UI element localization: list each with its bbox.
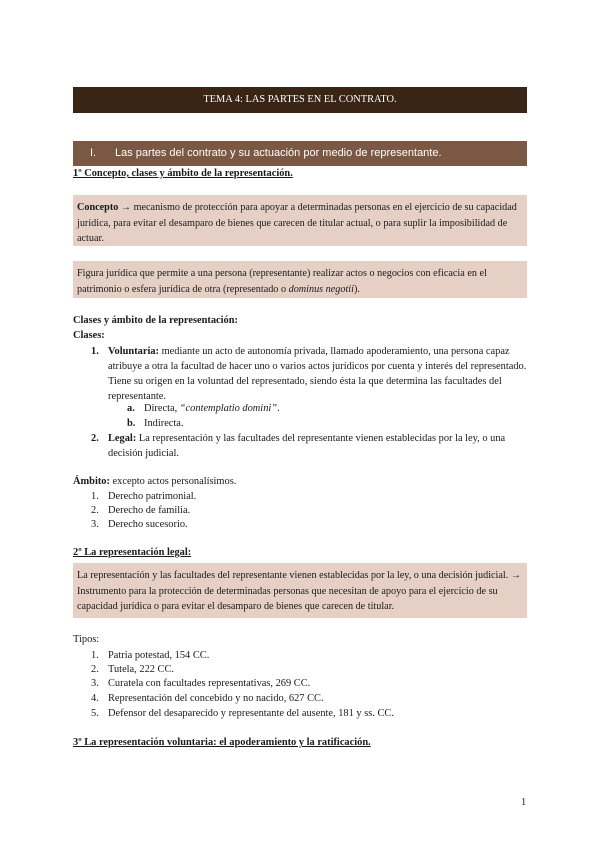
tipo-text: Curatela con facultades representativas, 269 CC. bbox=[108, 678, 311, 689]
tipo-number: 3. bbox=[91, 678, 99, 689]
sub-a-item bbox=[144, 401, 280, 416]
concepto-label: Concepto bbox=[77, 202, 119, 213]
clase1-text: mediante un acto de autonomía privada, llamado apoderamiento, una persona capaz atribuye a otra la facultad de hacer uno o varios actos jurídicos por cuenta y interés del representado. Tiene su origen en la voluntad del representado, siendo ésta la que determina las facultades del representante. bbox=[108, 346, 527, 402]
clase2-label: Legal: bbox=[108, 433, 137, 444]
ambito-item-number: 1. bbox=[91, 491, 99, 502]
page-number: 1 bbox=[521, 797, 527, 808]
concepto-text: mecanismo de protección para apoyar a determinadas personas en el ejercicio de su capacidad jurídica, para evitar el desamparo de bienes que carecen de titular actual, o para suplir la imposibilidad de actuar. bbox=[77, 202, 517, 244]
clases-label: Clases: bbox=[73, 330, 105, 341]
heading-concepto: 1º Concepto, clases y ámbito de la representación. bbox=[73, 168, 293, 179]
sub-a-end: . bbox=[277, 403, 280, 414]
section-header bbox=[73, 141, 527, 166]
clase2-number: 2. bbox=[91, 433, 99, 444]
section-title: Las partes del contrato y su actuación por medio de representante. bbox=[115, 147, 442, 159]
ambito-item-text: Derecho de familia. bbox=[108, 505, 191, 516]
tipo-text: Representación del concebido y no nacido, 627 CC. bbox=[108, 693, 324, 704]
section-number: I. bbox=[90, 147, 97, 159]
ambito-item-number: 2. bbox=[91, 505, 99, 516]
concepto-box bbox=[73, 195, 527, 246]
figura-box bbox=[73, 261, 527, 298]
tipo-text: Defensor del desaparecido y representante del ausente, 181 y ss. CC. bbox=[108, 708, 394, 719]
sub-a-italic: “contemplatio domini” bbox=[179, 403, 278, 414]
tipo-text: Patria potestad, 154 CC. bbox=[108, 650, 210, 661]
clase1-item bbox=[108, 344, 528, 404]
tipo-number: 4. bbox=[91, 693, 99, 704]
concepto-arrow: → bbox=[118, 202, 134, 213]
figura-end: ). bbox=[353, 283, 360, 295]
tipos-label: Tipos: bbox=[73, 634, 100, 645]
tipo-number: 1. bbox=[91, 650, 99, 661]
ambito-text: excepto actos personalísimos. bbox=[109, 476, 237, 487]
heading-representacion-legal: 2º La representación legal: bbox=[73, 547, 192, 558]
clase1-number: 1. bbox=[91, 346, 99, 357]
figura-italic: dominus negotii bbox=[288, 283, 354, 295]
heading-representacion-voluntaria: 3º La representación voluntaria: el apoderamiento y la ratificación. bbox=[73, 737, 371, 748]
document-title: TEMA 4: LAS PARTES EN EL CONTRATO. bbox=[73, 87, 527, 113]
legal-box bbox=[73, 563, 527, 618]
tipo-number: 5. bbox=[91, 708, 99, 719]
ambito-item-text: Derecho patrimonial. bbox=[108, 491, 197, 502]
ambito-item-text: Derecho sucesorio. bbox=[108, 519, 188, 530]
tipo-text: Tutela, 222 CC. bbox=[108, 664, 175, 675]
legal-box-text: La representación y las facultades del representante vienen establecidas por la ley, o una decisión judicial. → Instrumento para la protección de determinadas personas que necesitan de apoyo para el ejercicio de su capacidad jurídica o para evitar el desamparo de bienes que carecen de titular. bbox=[77, 570, 522, 612]
clase2-text: La representación y las facultades del representante vienen establecidas por la ley, o una decisión judicial. bbox=[108, 433, 506, 459]
clases-heading: Clases y ámbito de la representación: bbox=[73, 315, 238, 326]
sub-a-text: Directa, bbox=[144, 403, 180, 414]
sub-b-text: Indirecta. bbox=[144, 418, 184, 429]
ambito-item-number: 3. bbox=[91, 519, 99, 530]
ambito-label: Ámbito: bbox=[73, 476, 110, 487]
ambito-line bbox=[73, 474, 236, 489]
sub-a-letter: a. bbox=[127, 403, 135, 414]
clase2-item bbox=[108, 431, 528, 461]
sub-b-letter: b. bbox=[127, 418, 136, 429]
tipo-number: 2. bbox=[91, 664, 99, 675]
figura-text: Figura jurídica que permite a una persona (representante) realizar actos o negocios con eficacia en el patrimonio o esfera jurídica de otra (representado o bbox=[77, 268, 487, 295]
clase1-label: Voluntaria: bbox=[108, 346, 159, 357]
